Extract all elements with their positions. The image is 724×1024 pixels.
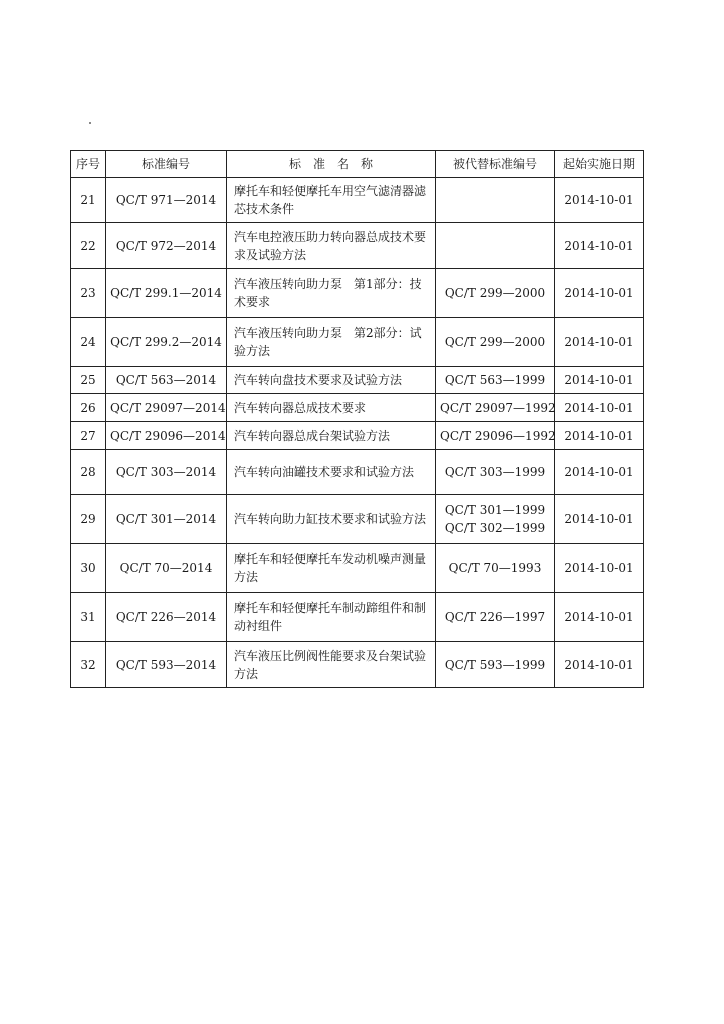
scan-speck (89, 122, 91, 124)
cell-seq: 29 (71, 495, 106, 544)
cell-date: 2014-10-01 (555, 269, 644, 318)
cell-std-name: 摩托车和轻便摩托车用空气滤清器滤芯技术条件 (227, 178, 436, 223)
cell-replaced (436, 367, 555, 394)
cell-std-no: QC/T 593—2014 (106, 642, 227, 688)
cell-replaced (436, 178, 555, 223)
table-row (71, 367, 644, 394)
cell-std-name: 汽车转向盘技术要求及试验方法 (227, 367, 436, 394)
table-body (71, 178, 644, 688)
cell-date: 2014-10-01 (555, 318, 644, 367)
cell-date: 2014-10-01 (555, 223, 644, 269)
cell-std-name: 汽车转向器总成台架试验方法 (227, 422, 436, 450)
header-std-name: 标 准 名 称 (227, 151, 436, 178)
table-row (71, 269, 644, 318)
cell-std-no: QC/T 299.2—2014 (106, 318, 227, 367)
replaced-std-no: QC/T 301—1999 (444, 503, 546, 517)
cell-date: 2014-10-01 (555, 450, 644, 495)
cell-date: 2014-10-01 (555, 367, 644, 394)
table-row (71, 642, 644, 688)
cell-seq: 32 (71, 642, 106, 688)
table-row (71, 178, 644, 223)
header-std-no: 标准编号 (106, 151, 227, 178)
replaced-std-no: QC/T 303—1999 (444, 465, 546, 479)
cell-std-no: QC/T 563—2014 (106, 367, 227, 394)
cell-date: 2014-10-01 (555, 422, 644, 450)
table-row (71, 593, 644, 642)
cell-std-no: QC/T 301—2014 (106, 495, 227, 544)
replaced-std-no: QC/T 70—1993 (448, 561, 542, 575)
cell-date: 2014-10-01 (555, 593, 644, 642)
cell-replaced (436, 394, 555, 422)
table-row (71, 394, 644, 422)
cell-replaced (436, 593, 555, 642)
cell-std-name: 汽车液压转向助力泵 第2部分：试验方法 (227, 318, 436, 367)
cell-std-name: 摩托车和轻便摩托车制动蹄组件和制动衬组件 (227, 593, 436, 642)
cell-std-no: QC/T 29097—2014 (106, 394, 227, 422)
cell-seq: 22 (71, 223, 106, 269)
cell-std-name: 汽车液压转向助力泵 第1部分：技术要求 (227, 269, 436, 318)
cell-std-name: 汽车电控液压助力转向器总成技术要求及试验方法 (227, 223, 436, 269)
table-row (71, 223, 644, 269)
header-replaced: 被代替标准编号 (436, 151, 555, 178)
standards-table (70, 150, 644, 688)
table-row (71, 544, 644, 593)
cell-replaced (436, 269, 555, 318)
header-seq: 序号 (71, 151, 106, 178)
table-row (71, 318, 644, 367)
cell-replaced (436, 422, 555, 450)
table-header-row (71, 151, 644, 178)
cell-std-no: QC/T 971—2014 (106, 178, 227, 223)
cell-seq: 25 (71, 367, 106, 394)
replaced-std-no: QC/T 302—1999 (444, 521, 546, 535)
header-date: 起始实施日期 (555, 151, 644, 178)
cell-date: 2014-10-01 (555, 642, 644, 688)
cell-seq: 28 (71, 450, 106, 495)
cell-std-name: 汽车转向助力缸技术要求和试验方法 (227, 495, 436, 544)
cell-seq: 26 (71, 394, 106, 422)
cell-replaced (436, 450, 555, 495)
cell-date: 2014-10-01 (555, 544, 644, 593)
cell-replaced (436, 318, 555, 367)
cell-replaced (436, 544, 555, 593)
replaced-std-no: QC/T 593—1999 (444, 657, 546, 672)
cell-std-name: 摩托车和轻便摩托车发动机噪声测量方法 (227, 544, 436, 593)
cell-std-name: 汽车转向器总成技术要求 (227, 394, 436, 422)
table-row (71, 495, 644, 544)
cell-std-name: 汽车液压比例阀性能要求及台架试验方法 (227, 642, 436, 688)
cell-std-name: 汽车转向油罐技术要求和试验方法 (227, 450, 436, 495)
cell-seq: 27 (71, 422, 106, 450)
cell-std-no: QC/T 29096—2014 (106, 422, 227, 450)
cell-std-no: QC/T 972—2014 (106, 223, 227, 269)
cell-seq: 30 (71, 544, 106, 593)
replaced-std-no: QC/T 299—2000 (444, 286, 546, 300)
cell-std-no: QC/T 226—2014 (106, 593, 227, 642)
cell-std-no: QC/T 299.1—2014 (106, 269, 227, 318)
cell-date: 2014-10-01 (555, 394, 644, 422)
cell-seq: 24 (71, 318, 106, 367)
replaced-std-no: QC/T 226—1997 (444, 610, 546, 624)
cell-replaced (436, 223, 555, 269)
replaced-std-no: QC/T 563—1999 (444, 373, 546, 387)
replaced-std-no: QC/T 29096—1992 (440, 428, 556, 443)
table-row (71, 422, 644, 450)
cell-std-no: QC/T 303—2014 (106, 450, 227, 495)
cell-seq: 23 (71, 269, 106, 318)
cell-seq: 31 (71, 593, 106, 642)
cell-replaced (436, 495, 555, 544)
cell-std-no: QC/T 70—2014 (106, 544, 227, 593)
replaced-std-no: QC/T 29097—1992 (440, 400, 556, 415)
table-row (71, 450, 644, 495)
cell-date: 2014-10-01 (555, 495, 644, 544)
cell-replaced (436, 642, 555, 688)
replaced-std-no: QC/T 299—2000 (444, 335, 546, 349)
cell-seq: 21 (71, 178, 106, 223)
cell-date: 2014-10-01 (555, 178, 644, 223)
